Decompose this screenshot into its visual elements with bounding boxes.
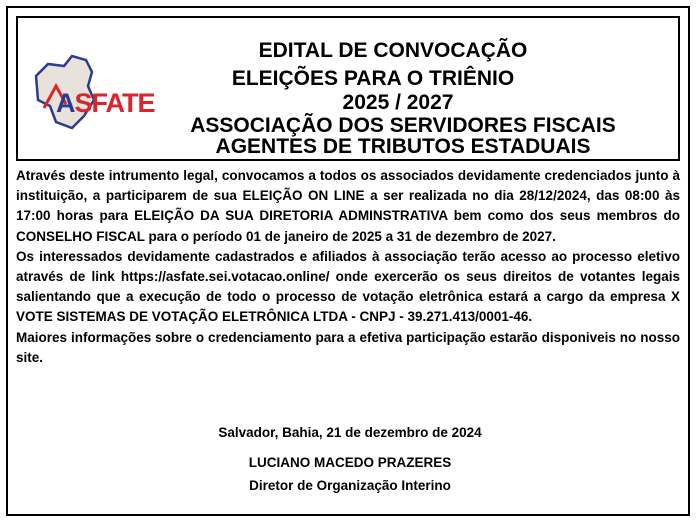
paragraph-3: Maiores informações sobre o credenciamento para a efetiva participação estarão disponiveis no nosso site. bbox=[16, 329, 680, 365]
paragraph-1: Através deste intrumento legal, convocamos a todos os associados devidamente credenciados junto à instituição, a participarem de sua ELEIÇÃO ON LINE a ser realizada no dia 28/12/2024, das 08:00 às 17:00 horas para ELEIÇÃO DA SUA DIRETORIA ADMINSTRATIVA bem como dos seus membros do CONSELHO FISCAL para o período 01 de janeiro de 2025 a 31 de dezembro de 2027. bbox=[16, 168, 680, 244]
title-line-1: EDITAL DE CONVOCAÇÃO bbox=[258, 39, 528, 62]
notice-page bbox=[6, 6, 690, 516]
title-line-3: 2025 / 2027 bbox=[342, 91, 454, 114]
header-box bbox=[16, 16, 680, 161]
signer-name: LUCIANO MACEDO PRAZERES bbox=[248, 455, 452, 470]
title-line-4: ASSOCIAÇÃO DOS SERVIDORES FISCAIS bbox=[190, 114, 616, 137]
signer-title: Diretor de Organização Interino bbox=[249, 478, 451, 493]
title-line-5: AGENTES DE TRIBUTOS ESTADUAIS bbox=[215, 135, 591, 158]
place-date: Salvador, Bahia, 21 de dezembro de 2024 bbox=[218, 425, 482, 440]
paragraph-2: Os interessados devidamente cadastrados e afiliados à associação terão acesso ao processo eletivo através de link https://asfate.sei.votacao.online/ onde exercerão os seus direitos de votantes legais salientando que a execução de todo o processo de votação eletrônica estará a cargo da empresa X VOTE SISTEMAS DE VOTAÇÃO ELETRÔNICA LTDA - CNPJ - 39.271.413/0001-46. bbox=[16, 248, 680, 325]
logo-letter-a: A bbox=[56, 88, 75, 118]
logo-letters: SFATE bbox=[74, 88, 155, 118]
notice-body bbox=[16, 166, 680, 368]
asfate-logo bbox=[26, 46, 155, 136]
title-line-2: ELEIÇÕES PARA O TRIÊNIO bbox=[231, 67, 515, 90]
